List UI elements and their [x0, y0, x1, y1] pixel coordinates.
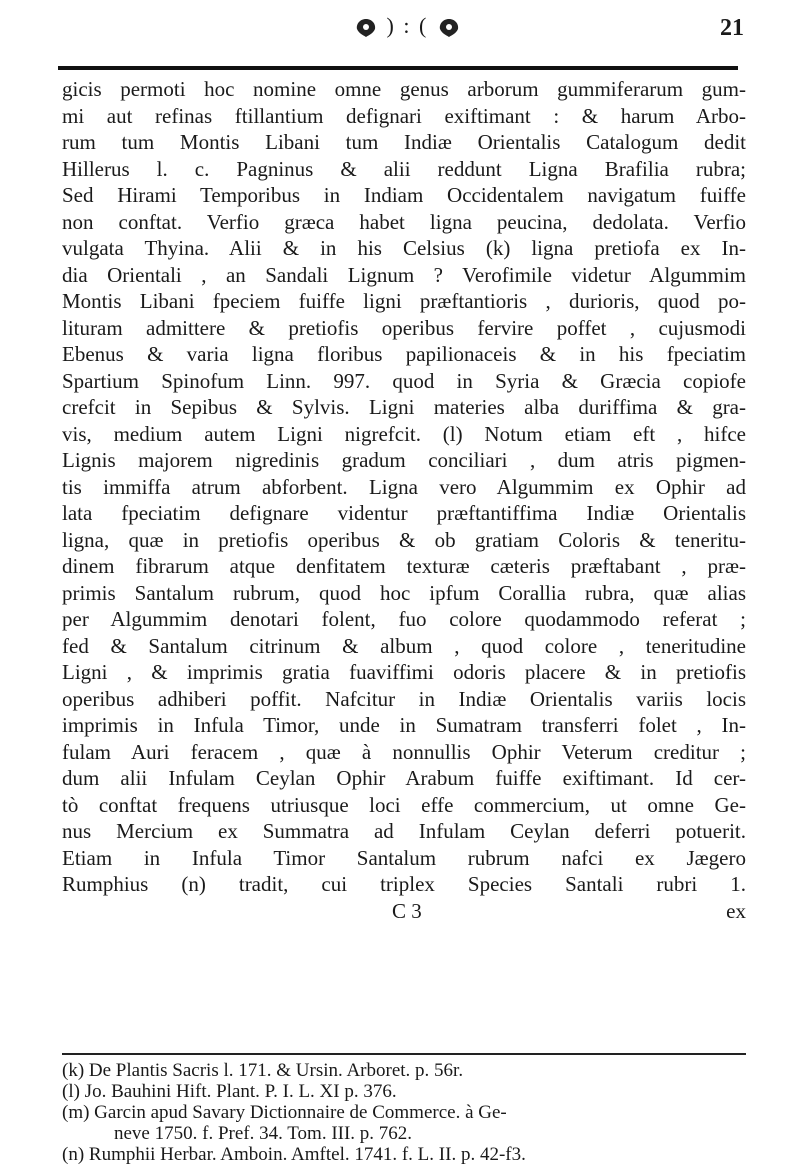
- catchword: ex: [726, 898, 746, 923]
- text-line: ligna, quæ in pretiofis operibus & ob gratiam Coloris & teneritu-: [62, 527, 746, 552]
- text-line: operibus adhiberi poffit. Nafcitur in Indiæ Orientalis variis locis: [62, 686, 746, 711]
- text-line: Sed Hirami Temporibus in Indiam Occidentalem navigatum fuiffe: [62, 183, 746, 207]
- text-line: rum tum Montis Libani tum Indiæ Orientalis Catalogum dedit: [62, 130, 746, 154]
- text-line: Rumphius (n) tradit, cui triplex Species Santali rubri 1.: [62, 872, 746, 896]
- text-line: gicis permoti hoc nomine omne genus arborum gummiferarum gum-: [62, 77, 746, 101]
- text-line: mi aut refinas ftillantium defignari exiftimant : & harum Arbo-: [62, 103, 746, 128]
- text-line: vis, medium autem Ligni nigrefcit. (l) Notum etiam eft , hifce: [62, 421, 746, 446]
- text-line: tis immiffa atrum abforbent. Ligna vero Algummim ex Ophir ad: [62, 474, 746, 499]
- footnote-m: (m) Garcin apud Savary Dictionnaire de Commerce. à Ge-: [62, 1102, 507, 1123]
- text-line: Lignis majorem nigredinis gradum conciliari , dum atris pigmen-: [62, 448, 746, 472]
- main-text: [62, 76, 746, 924]
- text-line: vulgata Thyina. Alii & in his Celsius (k) ligna pretiofa ex In-: [62, 236, 746, 260]
- footnote-n: (n) Rumphii Herbar. Amboin. Amftel. 1741. f. L. II. p. 42-f3.: [62, 1144, 526, 1165]
- text-line: Spartium Spinofum Linn. 997. quod in Syria & Græcia copiofe: [62, 368, 746, 393]
- signature-mark: C 3: [392, 898, 422, 923]
- text-line: tò conftat frequens utriusque loci effe commercium, ut omne Ge-: [62, 792, 746, 817]
- header-ornament-text: ) : (: [386, 13, 429, 38]
- text-line: nus Mercium ex Summatra ad Infulam Ceylan deferri potuerit.: [62, 819, 746, 843]
- footnote-l: (l) Jo. Bauhini Hift. Plant. P. I. L. XI p. 376.: [62, 1081, 397, 1102]
- text-line: crefcit in Sepibus & Sylvis. Ligni materies alba duriffima & gra-: [62, 395, 746, 419]
- text-line: Ligni , & imprimis gratia fuaviffimi odoris placere & in pretiofis: [62, 660, 746, 684]
- footnotes: [62, 1060, 746, 1165]
- text-line: Hillerus l. c. Pagninus & alii reddunt Ligna Brafilia rubra;: [62, 156, 746, 181]
- fleuron-right-icon: [436, 17, 462, 39]
- footnote-k: (k) De Plantis Sacris l. 171. & Ursin. Arboret. p. 56r.: [62, 1060, 464, 1081]
- text-line: lituram admittere & pretiofis operibus fervire poffet , cujusmodi: [62, 315, 746, 340]
- footnote-m-continued: neve 1750. f. Pref. 34. Tom. III. p. 762.: [114, 1123, 413, 1144]
- header-ornament: [353, 14, 462, 39]
- fleuron-left-icon: [353, 17, 379, 39]
- text-line: per Algummim denotari folent, fuo colore quodammodo referat ;: [62, 607, 746, 631]
- text-line: primis Santalum rubrum, quod hoc ipfum Corallia rubra, quæ alias: [62, 580, 746, 605]
- header-rule: [58, 66, 738, 70]
- footnote-rule: [62, 1053, 746, 1055]
- text-line: Montis Libani fpeciem fuiffe ligni præftantioris , durioris, quod po-: [62, 289, 746, 313]
- text-line: lata fpeciatim defignare videntur præftantiffima Indiæ Orientalis: [62, 501, 746, 525]
- text-line: fulam Auri feracem , quæ à nonnullis Ophir Veterum creditur ;: [62, 739, 746, 764]
- text-line: imprimis in Infula Timor, unde in Sumatram transferri folet , In-: [62, 713, 746, 737]
- page-number: 21: [720, 15, 744, 41]
- running-header: [0, 6, 800, 46]
- catchline: [62, 898, 746, 925]
- text-line: dia Orientali , an Sandali Lignum ? Verofimile videtur Algummim: [62, 262, 746, 287]
- text-line: Etiam in Infula Timor Santalum rubrum nafci ex Jægero: [62, 845, 746, 870]
- text-line: non conftat. Verfio græca habet ligna peucina, dedolata. Verfio: [62, 209, 746, 234]
- text-line: Ebenus & varia ligna floribus papilionaceis & in his fpeciatim: [62, 342, 746, 366]
- text-line: dinem fibrarum atque denfitatem texturæ cæteris præftabant , præ-: [62, 554, 746, 578]
- text-line: dum alii Infulam Ceylan Ophir Arabum fuiffe exiftimant. Id cer-: [62, 766, 746, 790]
- text-line: fed & Santalum citrinum & album , quod colore , teneritudine: [62, 633, 746, 658]
